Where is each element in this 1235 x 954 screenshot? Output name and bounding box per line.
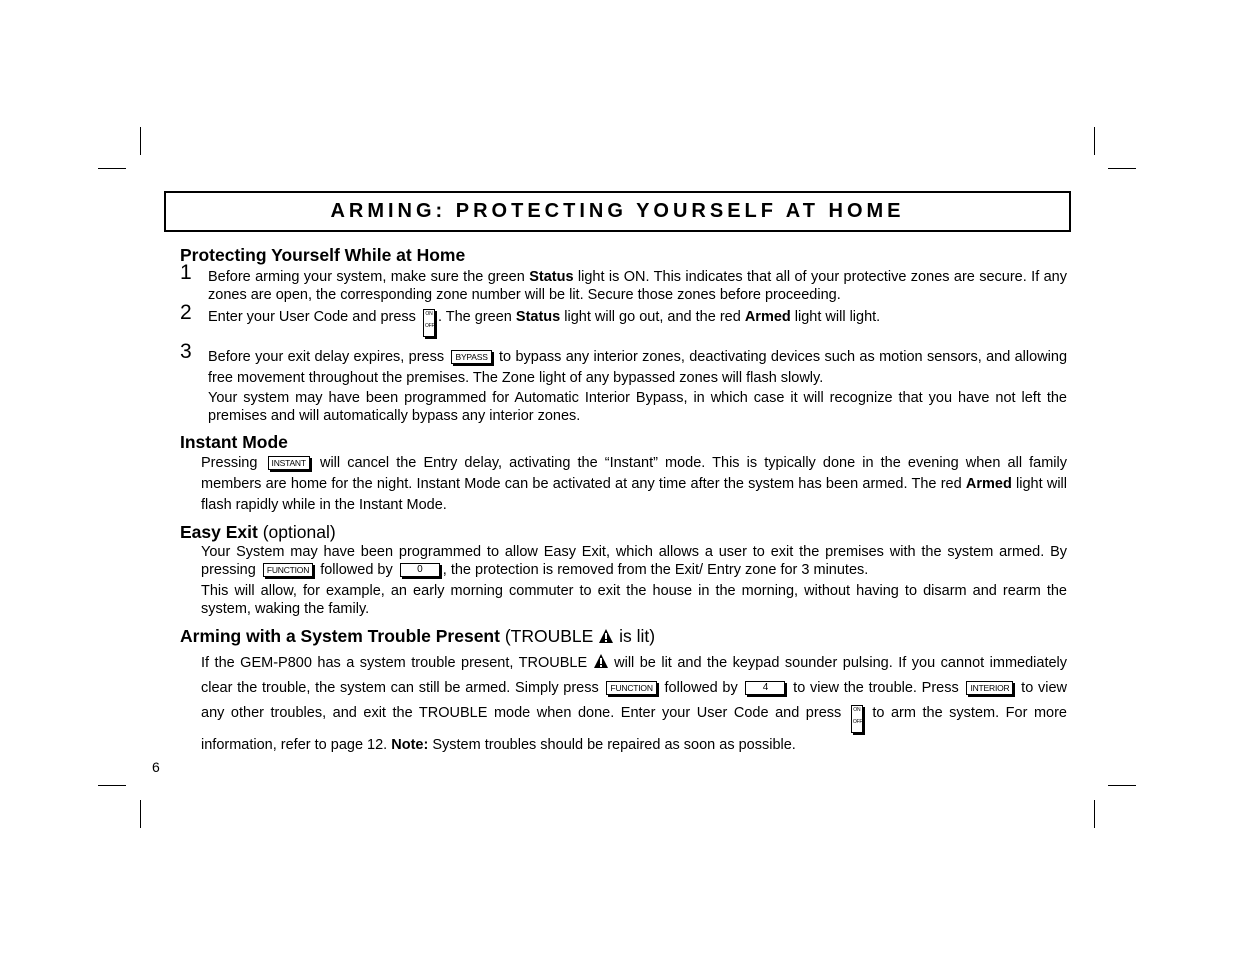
text: to view the trouble. Press [788, 680, 959, 696]
text: light will go out, and the red [560, 309, 745, 325]
step-text [208, 308, 1067, 337]
key-label: ON [853, 707, 861, 713]
text: Before arming your system, make sure the green [208, 269, 530, 285]
section-heading-trouble [180, 625, 1067, 647]
text: Before your exit delay expires, press [208, 349, 445, 365]
bold-text: Status [515, 309, 561, 325]
crop-mark [140, 800, 141, 828]
heading-suffix: (optional) [262, 522, 336, 542]
easy-exit-text [180, 543, 1067, 618]
bold-text: Armed [965, 476, 1012, 492]
step-1 [180, 261, 1067, 304]
bold-text: Status [529, 269, 574, 285]
step-number: 2 [180, 301, 192, 324]
on-off-key [423, 309, 435, 337]
text: light is ON. This indicates that all of your protective zones are secure. If any zones are open, the corresponding zone number will be lit. Secure those zones before proceeding. [208, 269, 1067, 303]
step-text [208, 347, 1067, 389]
interior-key: INTERIOR [966, 681, 1013, 695]
section-heading-easy-exit [180, 521, 1067, 543]
crop-mark [98, 168, 126, 169]
crop-mark [1108, 168, 1136, 169]
heading-suffix: is lit) [619, 626, 656, 646]
crop-mark [1094, 800, 1095, 828]
warning-triangle-icon [593, 653, 609, 669]
crop-mark [140, 127, 141, 155]
heading-text: Easy Exit [180, 522, 258, 542]
heading-suffix: (TROUBLE [504, 626, 594, 646]
instant-mode-text [180, 453, 1067, 516]
section-heading-instant: Instant Mode [180, 432, 288, 452]
function-key: FUNCTION [606, 681, 656, 695]
page-title-box [164, 191, 1071, 232]
text: , the protection is removed from the Exit/ Entry zone for 3 minutes. [442, 562, 869, 578]
bold-text: Note: [391, 737, 429, 753]
section-heading-protecting: Protecting Yourself While at Home [180, 245, 466, 265]
text: Enter your User Code and press [208, 309, 416, 325]
crop-mark [98, 785, 126, 786]
text: will cancel the Entry delay, activating the “Instant” mode. This is typically done in the evening when all family members are home for the night. Instant Mode can be activated at any time after the system has been armed. The red [201, 455, 1068, 492]
warning-triangle-icon [598, 628, 614, 644]
paragraph [201, 543, 1067, 579]
text: followed by [320, 562, 393, 578]
paragraph [201, 453, 1067, 516]
key-label: OFF [424, 323, 435, 329]
text: light will light. [790, 309, 881, 325]
text: Your System may have been programmed to allow Easy Exit, which allows a user to exit the premises with the system armed. By pressing [201, 544, 1067, 578]
text: to view any other troubles, and exit the TROUBLE mode when done. Enter your User Code and press [201, 680, 1068, 721]
instant-key: INSTANT [268, 456, 310, 470]
crop-mark [1094, 127, 1095, 155]
text: to arm the system. For more information, refer to page 12. [201, 705, 1067, 753]
step-text [208, 268, 1067, 304]
text: light will flash rapidly while in the Instant Mode. [201, 476, 1067, 513]
text: will be lit and the keypad sounder pulsing. If you cannot immediately clear the trouble, the system can still be armed. Simply press [201, 655, 1068, 696]
paragraph [201, 651, 1067, 758]
paragraph: This will allow, for example, an early morning commuter to exit the house in the morning, without having to disarm and rearm the system, waking the family. [201, 583, 1067, 617]
bold-text: Armed [744, 309, 791, 325]
page-number: 6 [152, 759, 160, 775]
text: . The green [437, 309, 516, 325]
step-2 [180, 301, 1067, 337]
function-key: FUNCTION [263, 563, 313, 577]
crop-mark [1108, 785, 1136, 786]
key-label: OFF [852, 719, 863, 725]
key-label: ON [425, 311, 433, 317]
on-off-key [851, 705, 863, 733]
step-text: Your system may have been programmed for Automatic Interior Bypass, in which case it will recognize that you have not left the premises and will automatically bypass any interior zones. [208, 390, 1067, 424]
four-key: 4 [745, 681, 785, 695]
trouble-text [180, 651, 1067, 758]
text: System troubles should be repaired as soon as possible. [428, 737, 796, 753]
step-3 [180, 340, 1068, 425]
step-number: 3 [180, 340, 192, 363]
text: to bypass any interior zones, deactivating devices such as motion sensors, and allowing free movement throughout the premises. The Zone light of any bypassed zones will flash slowly. [208, 349, 1068, 386]
text: followed by [664, 680, 738, 696]
page-content [180, 244, 1067, 758]
step-number: 1 [180, 261, 192, 284]
zero-key: 0 [400, 563, 440, 577]
bypass-key: BYPASS [451, 350, 491, 364]
text: Pressing [201, 455, 258, 471]
heading-text: Arming with a System Trouble Present [180, 626, 500, 646]
page-title: ARMING: PROTECTING YOURSELF AT HOME [330, 200, 905, 222]
text: If the GEM-P800 has a system trouble present, TROUBLE [201, 655, 588, 671]
